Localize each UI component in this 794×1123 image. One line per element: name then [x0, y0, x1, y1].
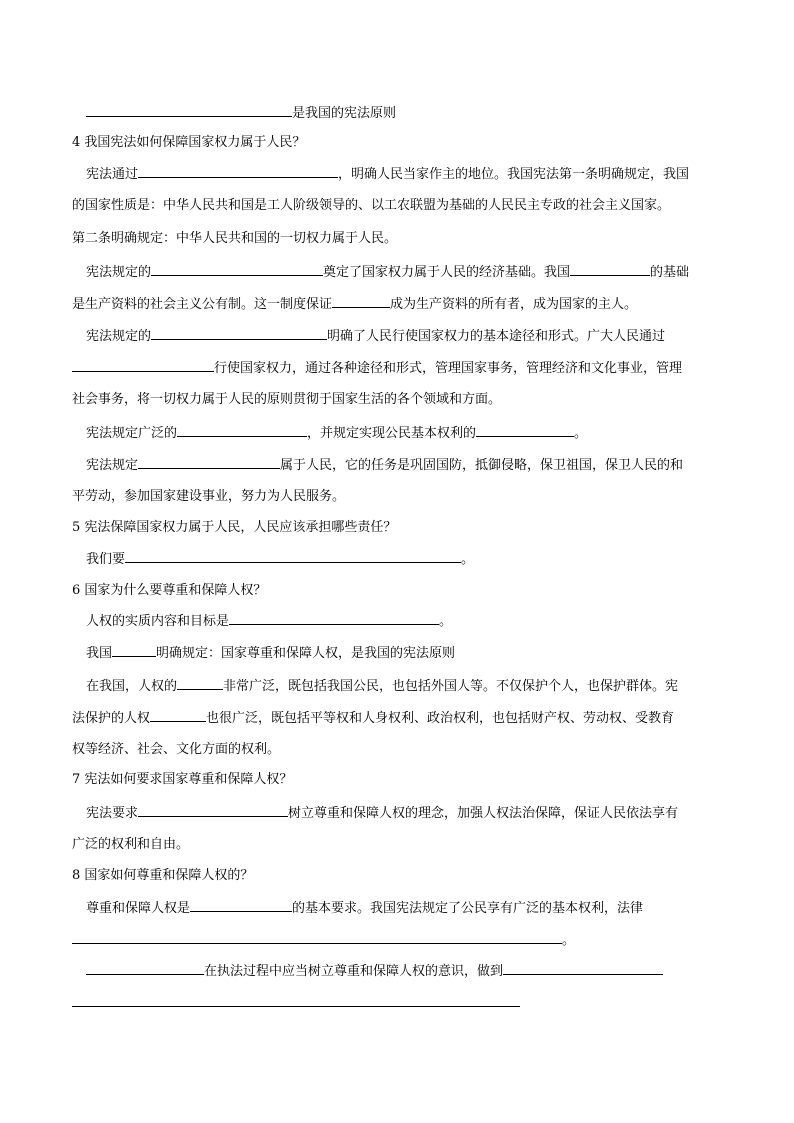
answer-blank[interactable] — [138, 456, 280, 469]
text: 宪法规定的 — [86, 329, 152, 344]
answer-blank[interactable] — [112, 644, 156, 657]
text-line — [86, 424, 736, 443]
question-4: 4 我国宪法如何保障国家权力属于人民？ — [72, 135, 306, 150]
text: 宪法规定的 — [86, 265, 152, 280]
text-line: 的国家性质是：中华人民共和国是工人阶级领导的、以工农联盟为基础的人民民主专政的社会主义国家。 — [72, 198, 671, 213]
answer-blank[interactable] — [150, 709, 206, 722]
question-5: 5 宪法保障国家权力属于人民，人民应该承担哪些责任？ — [72, 520, 397, 535]
text: 宪法规定广泛的 — [86, 426, 178, 441]
text: 明确规定：国家尊重和保障人权，是我国的宪法原则 — [156, 646, 456, 661]
text-line — [86, 550, 736, 569]
text-line — [72, 994, 722, 1013]
answer-blank[interactable] — [125, 550, 461, 563]
text: 是我国的宪法原则 — [292, 106, 397, 121]
answer-blank[interactable] — [72, 994, 520, 1007]
text-line — [72, 962, 722, 981]
text: 宪法规定 — [86, 458, 139, 473]
text: 的基本要求。我国宪法规定了公民享有广泛的基本权利，法律 — [292, 901, 644, 916]
text-line: 社会事务，将一切权力属于人民的原则贯彻于国家生活的各个领域和方面。 — [72, 392, 502, 407]
text: 我们要 — [86, 552, 126, 567]
text: 尊重和保障人权是 — [86, 901, 191, 916]
text-line — [86, 899, 736, 918]
text: 人权的实质内容和目标是 — [86, 614, 230, 629]
text: 。 — [574, 426, 588, 441]
answer-blank[interactable] — [503, 962, 663, 975]
text: 。 — [439, 614, 453, 629]
text: 法保护的人权 — [72, 711, 151, 726]
text-line: 第二条明确规定：中华人民共和国的一切权力属于人民。 — [72, 231, 398, 246]
text-line — [86, 456, 736, 475]
text-line: 平劳动，参加国家建设事业，努力为人民服务。 — [72, 489, 346, 504]
text: 非常广泛，既包括我国公民，也包括外国人等。不仅保护个人，也保护群体。宪 — [223, 679, 679, 694]
text-line: 权等经济、社会、文化方面的权利。 — [72, 742, 281, 757]
answer-blank[interactable] — [86, 104, 292, 117]
text: ，并规定实现公民基本权利的 — [307, 426, 477, 441]
text: 奠定了国家权力属于人民的经济基础。我国 — [323, 265, 571, 280]
text: 宪法要求 — [86, 806, 139, 821]
answer-blank[interactable] — [229, 612, 439, 625]
text-line — [72, 931, 722, 950]
text-line — [72, 359, 722, 378]
answer-blank[interactable] — [476, 424, 574, 437]
answer-blank[interactable] — [151, 327, 327, 340]
text: 。 — [562, 933, 576, 948]
text: 树立尊重和保障人权的理念，加强人权法治保障，保证人民依法享有 — [288, 806, 679, 821]
answer-blank[interactable] — [138, 165, 338, 178]
question-7: 7 宪法如何要求国家尊重和保障人权？ — [72, 772, 293, 787]
answer-blank[interactable] — [190, 899, 292, 912]
text-line — [86, 612, 736, 631]
text: 在我国，人权的 — [86, 679, 178, 694]
answer-blank[interactable] — [332, 295, 390, 308]
text-line — [86, 677, 736, 696]
answer-blank[interactable] — [72, 931, 562, 944]
question-6: 6 国家为什么要尊重和保障人权？ — [72, 583, 267, 598]
text-line — [86, 644, 736, 663]
text: 属于人民，它的任务是巩固国防，抵御侵略，保卫祖国，保卫人民的和 — [280, 458, 684, 473]
text-line — [72, 104, 722, 123]
answer-blank[interactable] — [570, 263, 650, 276]
text-line — [72, 709, 722, 728]
text: 明确了人民行使国家权力的基本途径和形式。广大人民通过 — [327, 329, 666, 344]
answer-blank[interactable] — [72, 359, 214, 372]
text: 行使国家权力，通过各种途径和形式，管理国家事务，管理经济和文化事业，管理 — [214, 361, 683, 376]
text: 是生产资料的社会主义公有制。这一制度保证 — [72, 297, 333, 312]
text: 。 — [461, 552, 475, 567]
text: 也很广泛，既包括平等权和人身权利、政治权利，也包括财产权、劳动权、受教育 — [206, 711, 675, 726]
answer-blank[interactable] — [177, 677, 223, 690]
text-line: 广泛的权利和自由。 — [72, 837, 190, 852]
text-line — [86, 165, 736, 184]
text-line — [86, 263, 736, 282]
text: 宪法通过 — [86, 167, 139, 182]
text-line — [86, 327, 736, 346]
answer-blank[interactable] — [151, 263, 323, 276]
text: ，明确人民当家作主的地位。我国宪法第一条明确规定，我国 — [338, 167, 690, 182]
text-line — [86, 804, 736, 823]
answer-blank[interactable] — [138, 804, 288, 817]
answer-blank[interactable] — [86, 962, 204, 975]
answer-blank[interactable] — [177, 424, 307, 437]
text: 我国 — [86, 646, 113, 661]
question-8: 8 国家如何尊重和保障人权的？ — [72, 868, 254, 883]
text-line — [72, 295, 722, 314]
text: 的基础 — [650, 265, 690, 280]
text: 在执法过程中应当树立尊重和保障人权的意识，做到 — [204, 964, 504, 979]
text: 成为生产资料的所有者，成为国家的主人。 — [390, 297, 638, 312]
